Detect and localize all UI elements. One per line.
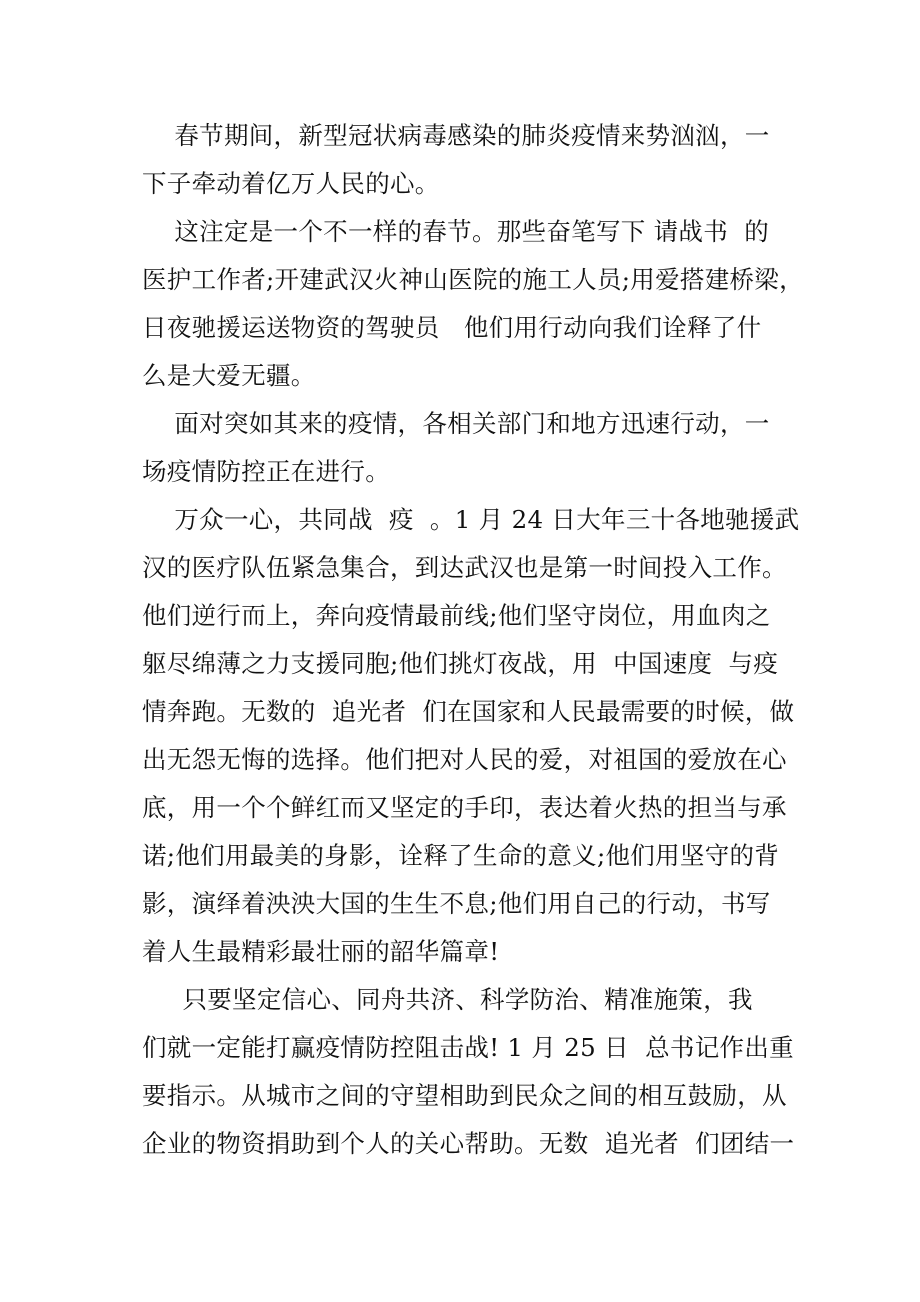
text-line: 底，用一个个鲜红而又坚定的手印，表达着火热的担当与承 — [142, 793, 787, 822]
text-line: 要指示。从城市之间的守望相助到民众之间的相互鼓励，从 — [142, 1081, 787, 1110]
text-line: 他们逆行而上，奔向疫情最前线;他们坚守岗位，用血肉之 — [142, 601, 771, 630]
text-line: 日夜驰援运送物资的驾驶员 他们用行动向我们诠释了什 — [142, 313, 762, 342]
text-line: 们就一定能打赢疫情防控阻击战! 1 月 25 日 总书记作出重 — [142, 1033, 794, 1062]
paragraph-1 — [142, 112, 792, 208]
paragraph-2 — [142, 208, 804, 400]
text-line: 面对突如其来的疫情，各相关部门和地方迅速行动，一 — [142, 409, 770, 438]
paragraph-3 — [142, 400, 792, 496]
text-line: 春节期间，新型冠状病毒感染的肺炎疫情来势汹汹，一 — [142, 121, 770, 150]
text-line: 万众一心，共同战 疫 。1 月 24 日大年三十各地驰援武 — [142, 505, 800, 534]
text-line: 场疫情防控正在进行。 — [142, 457, 390, 486]
text-line: 情奔跑。无数的 追光者 们在国家和人民最需要的时候，做 — [142, 697, 795, 726]
text-line: 么是大爱无疆。 — [142, 361, 316, 390]
text-line: 只要坚定信心、同舟共济、科学防治、精准施策，我 — [142, 985, 753, 1014]
text-line: 影，演绎着泱泱大国的生生不息;他们用自己的行动，书写 — [142, 889, 771, 918]
text-line: 着人生最精彩最壮丽的韶华篇章! — [142, 937, 500, 966]
text-line: 出无怨无悔的选择。他们把对人民的爱，对祖国的爱放在心 — [142, 745, 787, 774]
text-line: 诺;他们用最美的身影，诠释了生命的意义;他们用坚守的背 — [142, 841, 780, 870]
text-line: 下子牵动着亿万人民的心。 — [142, 169, 440, 198]
paragraph-4 — [142, 496, 800, 976]
text-line: 汉的医疗队伍紧急集合，到达武汉也是第一时间投入工作。 — [142, 553, 787, 582]
document-body — [142, 112, 804, 1168]
text-line: 医护工作者;开建武汉火神山医院的施工人员;用爱搭建桥梁， — [142, 265, 804, 294]
paragraph-5 — [142, 976, 795, 1168]
text-line: 这注定是一个不一样的春节。那些奋笔写下 请战书 的 — [142, 217, 770, 246]
text-line: 躯尽绵薄之力支援同胞;他们挑灯夜战，用 中国速度 与疫 — [142, 649, 779, 678]
text-line: 企业的物资捐助到个人的关心帮助。无数 追光者 们团结一 — [142, 1129, 795, 1158]
